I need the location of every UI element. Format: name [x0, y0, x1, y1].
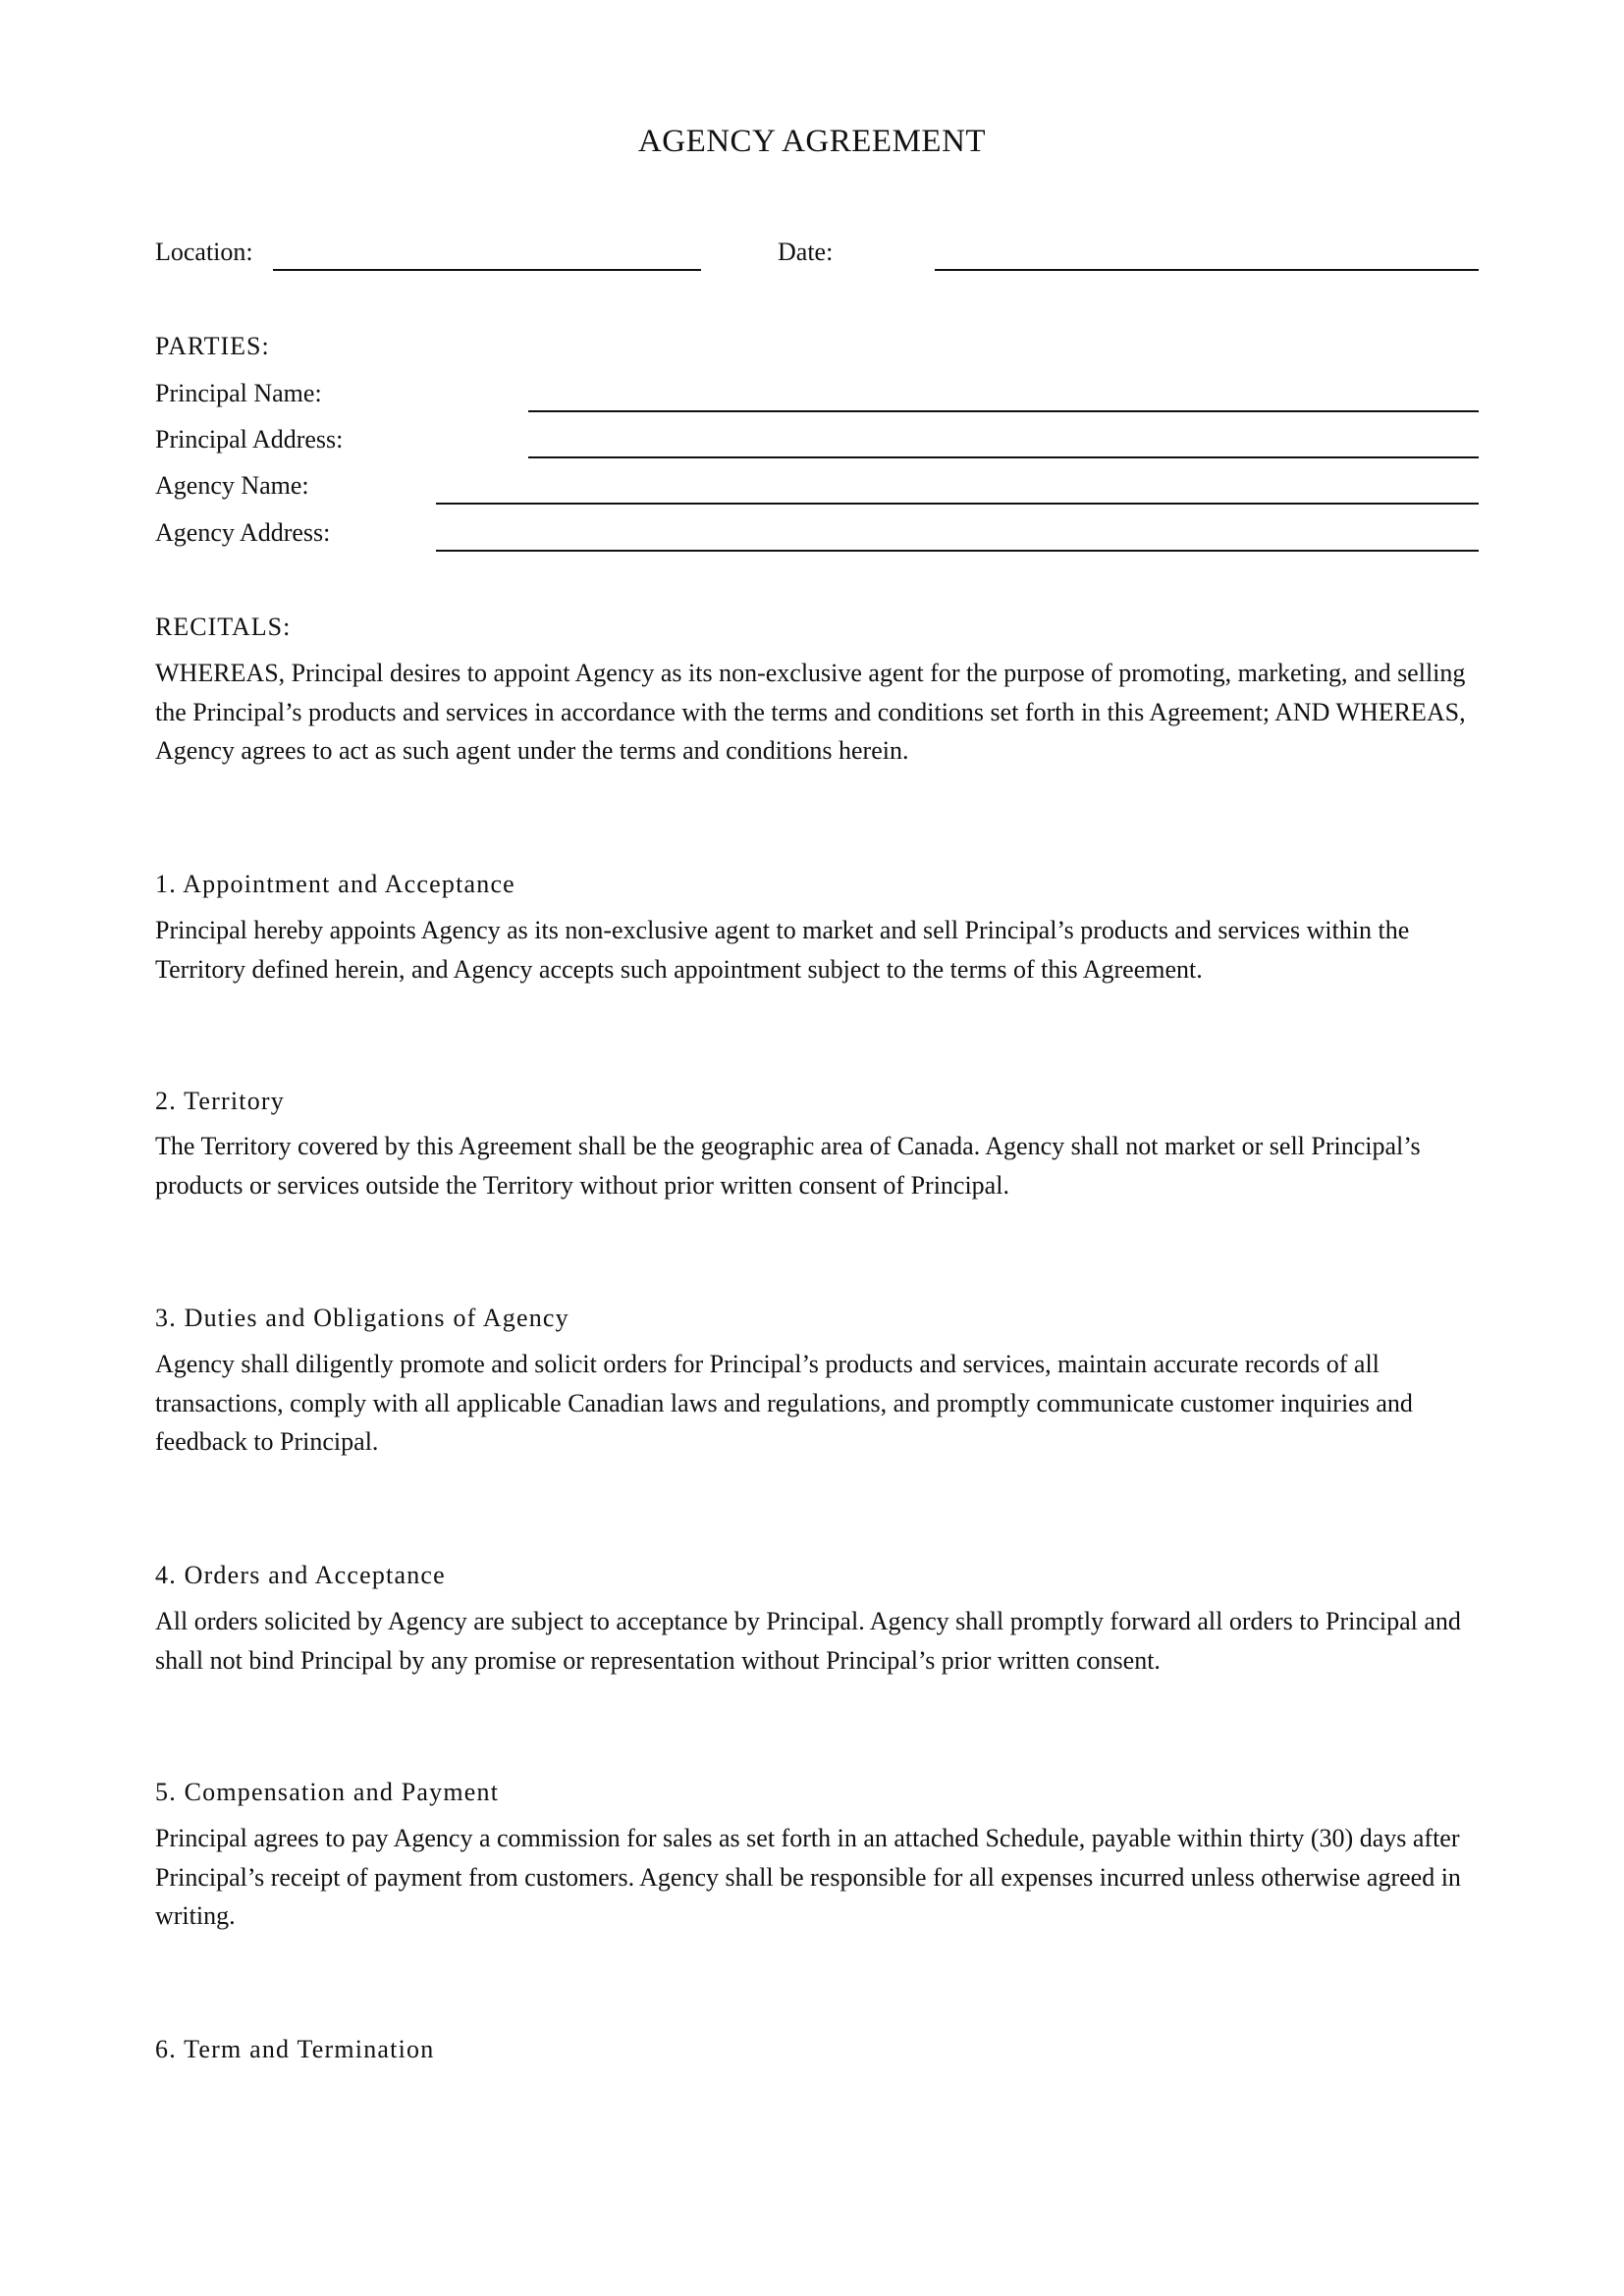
location-label: Location: — [155, 238, 253, 266]
agency-name-label: Agency Name: — [155, 471, 309, 500]
parties-heading: PARTIES: — [155, 332, 270, 360]
principal-name-field[interactable] — [528, 410, 1479, 412]
section-text: Agency shall diligently promote and solicit orders for Principal’s products and services, maintain accurate records of all transactions, comply with all applicable Canadian laws and regulations, and promptly communicate customer inquiries and feedback to Principal. — [155, 1350, 1413, 1456]
date-field[interactable] — [935, 269, 1479, 271]
agency-name-field[interactable] — [436, 503, 1479, 505]
recitals-text: WHEREAS, Principal desires to appoint Agency as its non-exclusive agent for the purpose of promoting, marketing, and selling the Principal’s products and services in accordance with the terms and conditions set forth in this Agreement; AND WHEREAS, Agency agrees to act as such agent under the terms and conditions herein. — [155, 659, 1466, 765]
section-heading: 5. Compensation and Payment — [155, 1778, 500, 1806]
section-text: All orders solicited by Agency are subject to acceptance by Principal. Agency shall promptly forward all orders to Principal and shall not bind Principal by any promise or representation without Principal’s prior written consent. — [155, 1607, 1461, 1675]
section-heading: 1. Appointment and Acceptance — [155, 870, 515, 898]
section-heading: 4. Orders and Acceptance — [155, 1561, 446, 1589]
principal-name-label: Principal Name: — [155, 379, 322, 407]
location-field[interactable] — [273, 269, 701, 271]
section-text: Principal hereby appoints Agency as its non-exclusive agent to market and sell Principal’s products and services within the Territory defined herein, and Agency accepts such appointment subject to the terms of this Agreement. — [155, 916, 1410, 984]
date-label: Date: — [778, 238, 834, 266]
section-heading: 2. Territory — [155, 1087, 285, 1115]
document-title: AGENCY AGREEMENT — [637, 124, 987, 159]
principal-address-label: Principal Address: — [155, 425, 344, 454]
recitals-heading: RECITALS: — [155, 613, 292, 641]
section-text: The Territory covered by this Agreement shall be the geographic area of Canada. Agency shall not market or sell Principal’s products or services outside the Territory without prior written consent of Principal. — [155, 1132, 1421, 1200]
section-text: Principal agrees to pay Agency a commission for sales as set forth in an attached Schedule, payable within thirty (30) days after Principal’s receipt of payment from customers. Agency shall be responsible for all expenses incurred unless otherwise agreed in writing. — [155, 1824, 1461, 1930]
agency-address-field[interactable] — [436, 550, 1479, 552]
principal-address-field[interactable] — [528, 456, 1479, 458]
agency-address-label: Agency Address: — [155, 518, 331, 547]
section-heading: 3. Duties and Obligations of Agency — [155, 1304, 569, 1332]
section-heading: 6. Term and Termination — [155, 2035, 435, 2063]
